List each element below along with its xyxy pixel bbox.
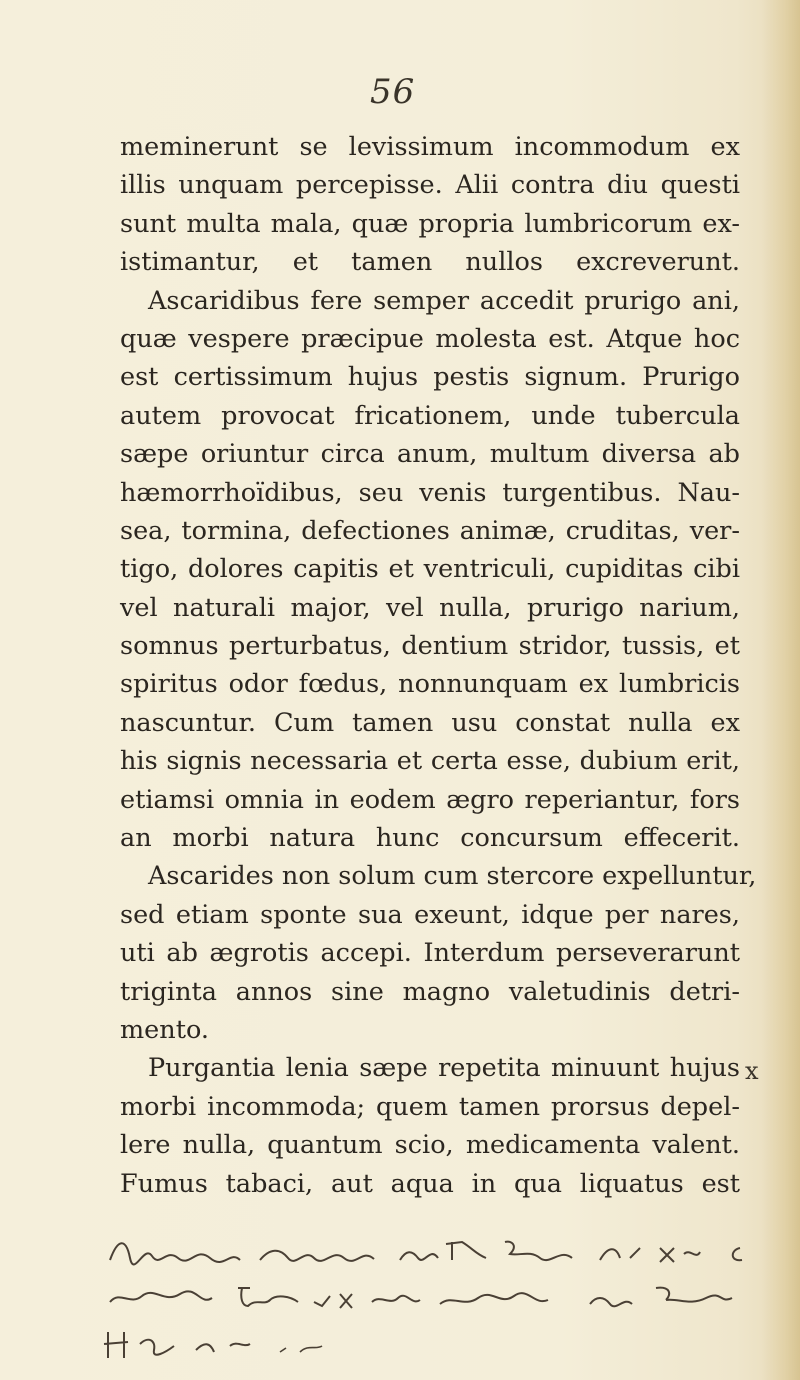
text-line: Ascaridibus fere semper accedit prurigo ani, [148,285,740,316]
handwriting-scribble [100,1230,790,1276]
text-line: morbi incommoda; quem tamen prorsus depel- [120,1091,740,1122]
page-edge-shadow [762,0,800,1380]
text-line: Purgantia lenia sæpe repetita minuunt hujus [148,1053,740,1084]
text-line: Fumus tabaci, aut aqua in qua liquatus est [120,1168,740,1199]
text-line: autem provocat fricationem, unde tubercula [120,400,740,431]
text-line: Ascarides non solum cum stercore expelluntur, [148,861,757,892]
text-line: tigo, dolores capitis et ventriculi, cupiditas cibi [120,554,740,585]
handwriting-line [100,1276,790,1322]
text-line: hæmorrhoïdibus, seu venis turgentibus. Nau- [120,477,740,508]
text-line: spiritus odor fœdus, nonnunquam ex lumbricis [120,669,740,700]
handwriting-scribble [100,1276,790,1322]
text-line: istimantur, et tamen nullos excreverunt. [120,247,740,278]
text-line: an morbi natura hunc concursum effecerit. [120,823,740,854]
text-line: uti ab ægrotis accepi. Interdum perseverarunt [120,938,740,969]
text-line: somnus perturbatus, dentium stridor, tussis, et [120,631,740,662]
text-line: sunt multa mala, quæ propria lumbricorum ex- [120,208,740,239]
body-text [120,128,757,1203]
text-line: est certissimum hujus pestis signum. Prurigo [120,362,740,393]
text-line: sea, tormina, defectiones animæ, cruditas, ver- [120,515,740,546]
handwritten-annotation [100,1230,790,1368]
text-line: mento. [120,1014,209,1045]
text-line: meminerunt se levissimum incommodum ex [120,132,740,162]
text-line: triginta annos sine magno valetudinis detri- [120,976,740,1007]
text-line: illis unquam percepisse. Alii contra diu questi [120,170,740,201]
text-line: nascuntur. Cum tamen usu constat nulla ex [120,707,740,738]
text-line: lere nulla, quantum scio, medicamenta valent. [120,1130,740,1161]
text-line: his signis necessaria et certa esse, dubium erit, [120,746,740,777]
handwriting-line [100,1322,790,1368]
text-line: vel naturali major, vel nulla, prurigo narium, [120,592,740,623]
page-number: 56 [370,72,416,112]
text-line: etiamsi omnia in eodem ægro reperiantur, fors [120,784,740,815]
margin-mark: x [745,1057,759,1085]
handwriting-scribble [100,1322,790,1368]
text-line: quæ vespere præcipue molesta est. Atque hoc [120,323,740,354]
text-line: sed etiam sponte sua exeunt, idque per nares, [120,899,740,930]
text-line: sæpe oriuntur circa anum, multum diversa ab [120,439,740,470]
handwriting-line [100,1230,790,1276]
